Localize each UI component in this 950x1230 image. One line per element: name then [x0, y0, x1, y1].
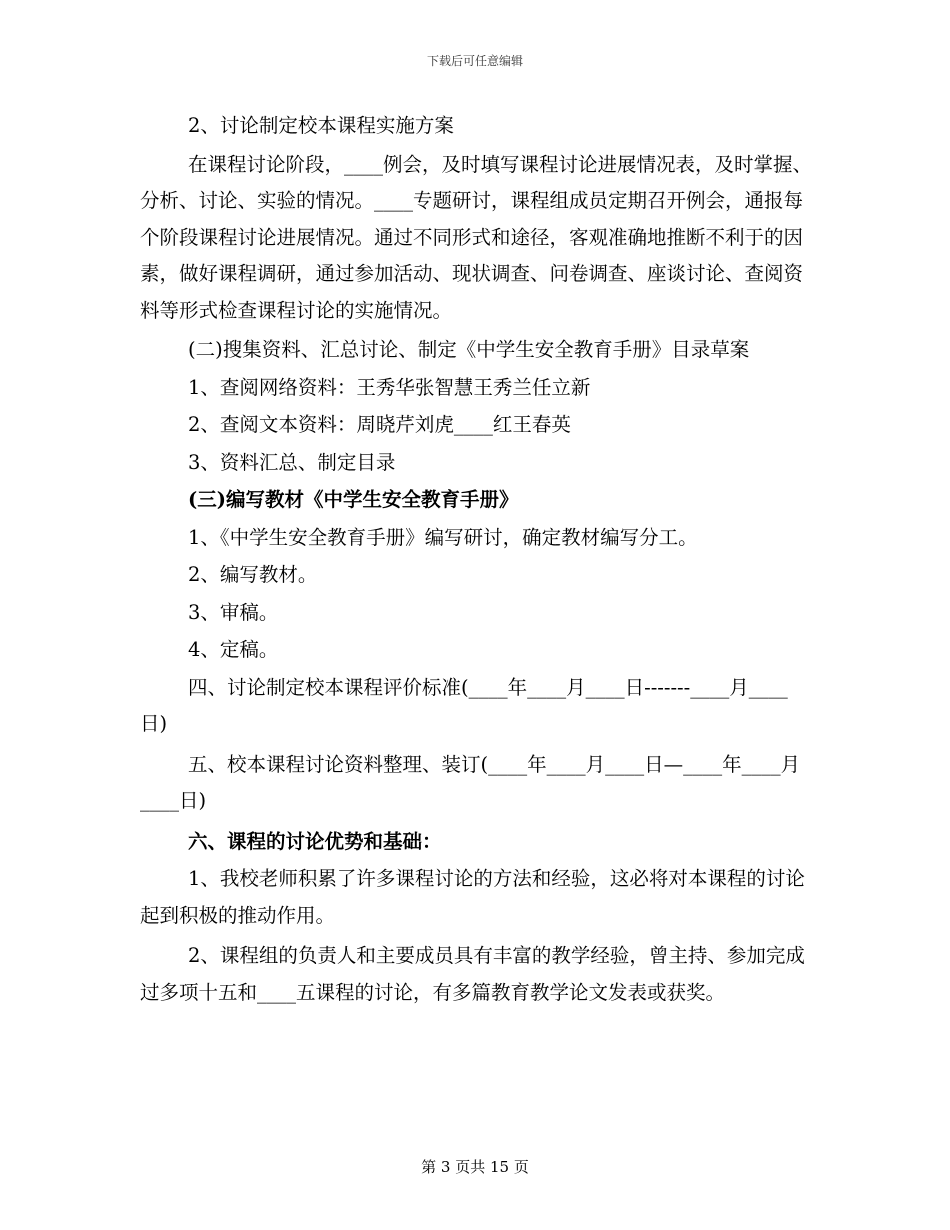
paragraph-compile-materials: 3、资料汇总、制定目录	[188, 450, 396, 474]
paragraph-implementation-plan-heading: 2、讨论制定校本课程实施方案	[188, 114, 454, 137]
paragraph-team-experience: 2、课程组的负责人和主要成员具有丰富的教学经验，曾主持、参加完成过多项十五和____五课程的讨论，有多篇教育教学论文发表或获奖。	[140, 944, 805, 1004]
paragraph-text-materials: 2、查阅文本资料：周晓芹刘虎____红王春英	[188, 413, 571, 436]
paragraph-review-draft: 3、审稿。	[188, 600, 279, 624]
paragraph-section-two-heading: (二)搜集资料、汇总讨论、制定《中学生安全教育手册》目录草案	[188, 338, 750, 361]
paragraph-section-four: 四、讨论制定校本课程评价标准(____年____月____日-------____月____日)	[140, 675, 788, 735]
paragraph-section-five: 五、校本课程讨论资料整理、装订(____年____月____日—____年____月____日)	[140, 752, 801, 812]
paragraph-handbook-seminar: 1、《中学生安全教育手册》编写研讨，确定教材编写分工。	[188, 525, 698, 549]
page-header: 下载后可任意编辑	[426, 54, 523, 68]
paragraph-teacher-experience: 1、我校老师积累了许多课程讨论的方法和经验，这必将对本课程的讨论起到积极的推动作用。	[140, 867, 805, 927]
paragraph-finalize-draft: 4、定稿。	[188, 638, 279, 661]
paragraph-section-six-heading: 六、课程的讨论优势和基础：	[188, 829, 442, 853]
document-body	[140, 108, 812, 1011]
page-footer: 第 3 页共 15 页	[421, 1158, 529, 1176]
paragraph-section-three-heading: (三)编写教材《中学生安全教育手册》	[188, 488, 519, 511]
paragraph-write-textbook: 2、编写教材。	[188, 563, 318, 586]
paragraph-web-materials: 1、查阅网络资料：王秀华张智慧王秀兰任立新	[188, 375, 591, 399]
paragraph-discussion-stage: 在课程讨论阶段，____例会，及时填写课程讨论进展情况表，及时掌握、分析、讨论、实验的情况。____专题研讨，课程组成员定期召开例会，通报每个阶段课程讨论进展情况。通过不同形式和途径，客观准确地推断不利于的因素，做好课程调研，通过参加活动、现状调查、问卷调查、座谈讨论、查阅资料等形式检查课程讨论的实施情况。	[140, 152, 813, 322]
